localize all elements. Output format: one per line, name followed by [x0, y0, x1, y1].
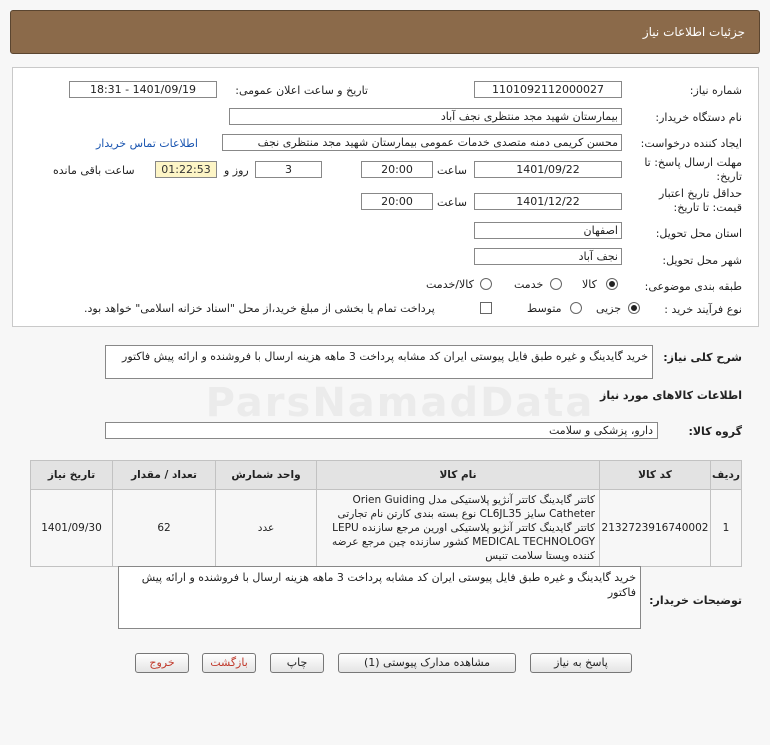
announce-label: تاریخ و ساعت اعلان عمومی: [235, 84, 368, 97]
watermark-text: ParsNamadData [205, 380, 595, 426]
category-label: طبقه بندی موضوعی: [644, 280, 742, 293]
category-service-radio[interactable] [550, 278, 562, 290]
remaining-label: ساعت باقی مانده [53, 164, 135, 177]
price-validity-label: حداقل تاریخ اعتبار قیمت: تا تاریخ: [658, 187, 742, 214]
table-row [31, 490, 742, 567]
table-header-row [31, 461, 742, 490]
need-number-field: 1101092112000027 [474, 81, 622, 98]
goods-info-title: اطلاعات کالاهای مورد نیاز [600, 389, 742, 402]
requester-field: محسن کریمی دمنه متصدی خدمات عمومی بیمارستان شهید مجد منتظری نجف [222, 134, 622, 151]
category-goods-radio[interactable] [606, 278, 618, 290]
reply-deadline-label: مهلت ارسال پاسخ: تا تاریخ: [644, 156, 742, 183]
buyer-org-field: بیمارستان شهید مجد منتظری نجف آباد [229, 108, 622, 125]
row-unit: عدد [216, 490, 317, 567]
print-button[interactable]: چاپ [270, 653, 324, 673]
page-header [10, 10, 760, 54]
price-validity-time-field: 20:00 [361, 193, 433, 210]
purchase-medium-radio[interactable] [570, 302, 582, 314]
col-qty-header: تعداد / مقدار [113, 461, 216, 490]
purchase-type-label: نوع فرآیند خرید : [664, 303, 742, 316]
category-goods-label: کالا [582, 278, 597, 291]
row-index: 1 [711, 490, 742, 567]
items-table [30, 460, 742, 567]
description-box: خرید گایدینگ و غیره طبق فایل پیوستی ایران کد مشابه پرداخت 3 ماهه هزینه ارسال با فروشنده و ارائه پیش فاکتور [105, 345, 653, 379]
purchase-minor-radio[interactable] [628, 302, 640, 314]
category-goods-service-radio[interactable] [480, 278, 492, 290]
buyer-notes-box: خرید گایدینگ و غیره طبق فایل پیوستی ایران کد مشابه پرداخت 3 ماهه هزینه ارسال با فروشنده و ارائه پیش فاکتور [118, 566, 641, 629]
reply-time-field: 20:00 [361, 161, 433, 178]
row-code: 2132723916740002 [600, 490, 711, 567]
goods-group-label: گروه کالا: [688, 425, 742, 438]
days-label: روز و [224, 164, 249, 177]
col-code-header: کد کالا [600, 461, 711, 490]
view-attachments-button[interactable]: مشاهده مدارک پیوستی (1) [338, 653, 516, 673]
need-number-label: شماره نیاز: [689, 84, 742, 97]
col-name-header: نام کالا [317, 461, 600, 490]
treasury-note: پرداخت تمام یا بخشی از مبلغ خرید،از محل "اسناد خزانه اسلامی" خواهد بود. [84, 302, 435, 315]
row-qty: 62 [113, 490, 216, 567]
description-label: شرح کلی نیاز: [663, 351, 742, 364]
treasury-checkbox[interactable] [480, 302, 492, 314]
col-date-header: تاریخ نیاز [31, 461, 113, 490]
announce-field: 1401/09/19 - 18:31 [69, 81, 217, 98]
back-button[interactable]: بازگشت [202, 653, 256, 673]
province-label: استان محل تحویل: [655, 227, 742, 240]
page-title: جزئیات اطلاعات نیاز [642, 25, 745, 39]
reply-date-field: 1401/09/22 [474, 161, 622, 178]
city-field: نجف آباد [474, 248, 622, 265]
reply-button[interactable]: پاسخ به نیاز [530, 653, 632, 673]
remaining-time-field: 01:22:53 [155, 161, 217, 178]
exit-button[interactable]: خروج [135, 653, 189, 673]
category-service-label: خدمت [514, 278, 544, 291]
purchase-minor-label: جزیی [596, 302, 622, 315]
buyer-org-label: نام دستگاه خریدار: [655, 111, 742, 124]
reply-time-label: ساعت [437, 164, 467, 177]
days-field: 3 [255, 161, 322, 178]
price-validity-date-field: 1401/12/22 [474, 193, 622, 210]
purchase-medium-label: متوسط [527, 302, 562, 315]
province-field: اصفهان [474, 222, 622, 239]
category-goods-service-label: کالا/خدمت [426, 278, 474, 291]
goods-group-field: دارو، پزشکی و سلامت [105, 422, 658, 439]
row-name: کاتتر گایدینگ کاتتر آنژیو پلاستیکی مدل Orien Guiding Catheter سایز CL6JL35 نوع بسته بندی کارتن نام تجارتی کاتتر گایدینگ کاتتر آنژیو پلاستیکی اورین مرجع سازنده LEPU MEDICAL TECHNOLOGY کشور سازنده چین مرجع عرضه کننده ویستا سلامت تنیس [317, 490, 600, 567]
buyer-notes-label: توضیحات خریدار: [649, 594, 742, 607]
city-label: شهر محل تحویل: [662, 254, 742, 267]
col-unit-header: واحد شمارش [216, 461, 317, 490]
buyer-contact-link[interactable]: اطلاعات تماس خریدار [96, 137, 198, 150]
price-validity-time-label: ساعت [437, 196, 467, 209]
col-row-header: ردیف [711, 461, 742, 490]
requester-label: ایجاد کننده درخواست: [640, 137, 742, 150]
row-date: 1401/09/30 [31, 490, 113, 567]
